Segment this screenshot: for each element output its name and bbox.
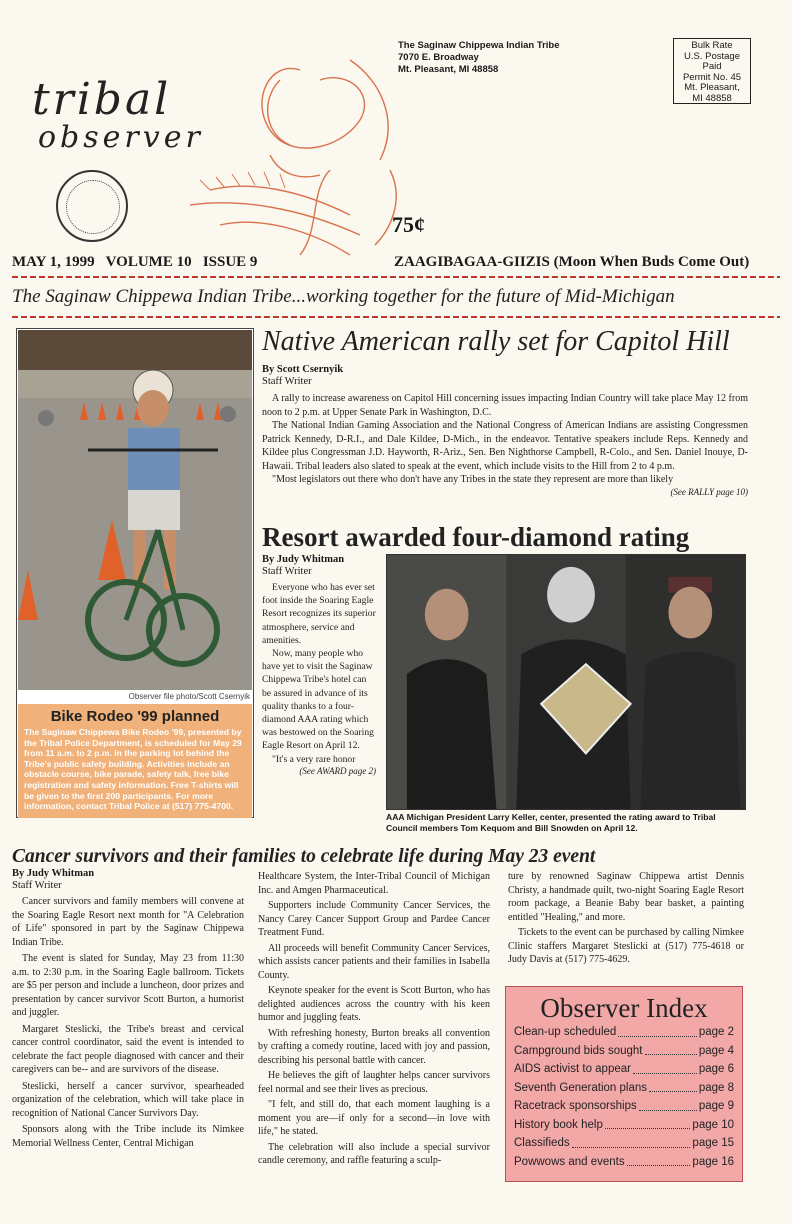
price: 75¢ xyxy=(392,212,425,237)
paragraph: The celebration will also include a special survivor candle ceremony, and raffle featuring a sculp- xyxy=(258,1141,490,1166)
postage-line: Permit No. 45 xyxy=(682,71,742,83)
paragraph: Steslicki, herself a cancer survivor, spearheaded organization of the celebration, which will take place in recognition of National Cancer Survivors Day. xyxy=(12,1080,244,1119)
index-title: Observer Index xyxy=(540,993,708,1023)
rodeo-text: The Saginaw Chippewa Bike Rodeo '99, presented by the Tribal Police Department, is scheduled for May 29 from 11 a.m. to 2 p.m. in the parking lot behind the Tribe's public safety building. Activities include an obstacle course, bike parade, safety talk, free bike registration and safety information. Free T-shirts will be given to the first 200 participants. For more information, contact Tribal Police at (517) 775-4700. xyxy=(24,727,242,812)
index-page: page 16 xyxy=(692,1155,734,1168)
award-photo xyxy=(386,554,746,810)
byline-role: Staff Writer xyxy=(12,880,62,891)
divider xyxy=(12,316,780,318)
logo-observer: observer xyxy=(38,120,204,155)
index-label: AIDS activist to appear xyxy=(514,1063,631,1075)
index-label: Campground bids sought xyxy=(514,1044,643,1057)
paragraph: Cancer survivors and family members will convene at the Soaring Eagle Resort next month for "A Celebration of Life" sponsored in part by the Saginaw Chippewa Indian Tribe. xyxy=(12,896,244,948)
paragraph: Keynote speaker for the event is Scott Burton, who has delighted audiences across the country with his keen humor and juggling feats. xyxy=(258,985,490,1023)
byline: By Judy Whitman xyxy=(262,554,345,565)
paragraph: Everyone who has ever set foot inside the Soaring Eagle Resort recognizes its superior atmosphere, service and amenities. xyxy=(262,582,376,646)
paragraph: Margaret Steslicki, the Tribe's breast and cervical cancer control coordinator, said the event is intended to celebrate the fact people diagnosed with cancer and their caregivers can be-- and are survivors of the disease. xyxy=(12,1023,244,1075)
index-row xyxy=(514,1079,734,1098)
bike-rodeo-photo xyxy=(18,330,252,690)
jump-line: (See RALLY page 10) xyxy=(670,486,748,497)
byline-role: Staff Writer xyxy=(262,566,312,577)
index-label: Seventh Generation plans xyxy=(514,1081,647,1094)
jump-line: (See AWARD page 2) xyxy=(299,765,376,776)
paragraph: Now, many people who have yet to visit the Saginaw Chippewa Tribe's hotel can be assured in advance of its quality thanks to a four-diamond AAA rating which was bestowed on the Soaring Eagle Resort on April 12. xyxy=(262,648,374,752)
resort-headline: Resort awarded four-diamond rating xyxy=(262,522,690,552)
index-page: page 9 xyxy=(698,1100,734,1112)
index-page: page 2 xyxy=(698,1026,734,1038)
paragraph: All proceeds will benefit Community Cancer Services, which assists cancer patients and their families in Isabella County. xyxy=(258,942,490,981)
moon-name: ZAAGIBAGAA-GIIZIS (Moon When Buds Come Out) xyxy=(394,254,750,270)
index-row xyxy=(514,1060,734,1079)
cancer-col1 xyxy=(12,868,244,1150)
cancer-headline: Cancer survivors and their families to celebrate life during May 23 event xyxy=(12,846,596,867)
index-page: page 6 xyxy=(698,1063,734,1075)
paragraph: "Most legislators out there who don't have any Tribes in the state they represent are more than likely xyxy=(272,474,674,485)
masthead-art-icon xyxy=(150,40,430,270)
logo-tribal: tribal xyxy=(32,74,172,125)
index-label: Racetrack sponsorships xyxy=(514,1100,637,1112)
paragraph: ture by renowned Saginaw Chippewa artist Dennis Christy, a handmade quilt, two-night Soaring Eagle Resort room package, a Beanie Baby bear basket, a painting entitled "Healing," and more. xyxy=(508,871,744,923)
index-label: Clean-up scheduled xyxy=(514,1026,617,1038)
address-line: 7070 E. Broadway xyxy=(398,52,479,63)
postage-line: MI 48858 xyxy=(692,92,732,104)
rally-headline: Native American rally set for Capitol Hill xyxy=(262,326,730,357)
rodeo-title: Bike Rodeo '99 planned xyxy=(50,708,220,725)
byline: By Judy Whitman xyxy=(12,868,95,879)
paragraph: Sponsors along with the Tribe include its Nimkee Memorial Wellness Center, Central Michigan xyxy=(12,1124,244,1149)
dateline: MAY 1, 1999 VOLUME 10 ISSUE 9 xyxy=(12,254,258,270)
index-label: Powwows and events xyxy=(514,1155,625,1168)
slogan: The Saginaw Chippewa Indian Tribe...working together for the future of Mid-Michigan xyxy=(12,286,675,307)
paragraph: With refreshing honesty, Burton breaks all convention by crafting a comedy routine, laced with joy and passion, describing his personal battle with cancer. xyxy=(258,1027,490,1066)
cancer-col3 xyxy=(508,870,744,967)
index-label: History book help xyxy=(514,1118,603,1131)
index-row xyxy=(514,1042,734,1061)
paragraph: Healthcare System, the Inter-Tribal Council of Michigan Inc. and Amgen Pharmaceutical. xyxy=(258,871,490,896)
award-caption: AAA Michigan President Larry Keller, center, presented the rating award to Tribal Council members Tom Kequom and Bill Snowden on April 12. xyxy=(386,812,716,833)
paragraph: Supporters include Community Cancer Services, the Nancy Carey Cancer Support Group and Pardee Cancer Treatment Fund. xyxy=(258,900,490,938)
paragraph: He believes the gift of laughter helps cancer survivors feel normal and see their lives as precious. xyxy=(258,1070,490,1095)
index-page: page 8 xyxy=(698,1081,734,1094)
postage-line: Bulk Rate xyxy=(691,40,733,51)
paragraph: "It's a very rare honor xyxy=(272,753,356,765)
index-page: page 15 xyxy=(692,1137,734,1149)
resort-story xyxy=(262,554,376,776)
index-row xyxy=(514,1116,734,1135)
address-line: The Saginaw Chippewa Indian Tribe xyxy=(398,40,560,51)
divider xyxy=(12,276,780,278)
index-row xyxy=(514,1023,734,1042)
paragraph: The event is slated for Sunday, May 23 from 11:30 a.m. to 2:30 p.m. in the Soaring Eagle ballroom. Tickets are $5 per person and include a luncheon, door prizes and presentation by cancer survivor Scott Burton, a humorist and juggler. xyxy=(12,953,244,1018)
observer-index xyxy=(505,986,743,1182)
address-line: Mt. Pleasant, MI 48858 xyxy=(398,64,499,75)
paragraph: Tickets to the event can be purchased by calling Nimkee Clinic staffers Margaret Steslicki at (517) 775-4618 or Judy Davis at (517) 775-4629. xyxy=(508,927,744,965)
index-row xyxy=(514,1134,734,1153)
publisher-address xyxy=(398,40,560,76)
index-row xyxy=(514,1153,734,1172)
postage-box xyxy=(673,38,751,104)
postage-line: U.S. Postage xyxy=(684,50,740,62)
index-label: Classifieds xyxy=(514,1137,570,1149)
paragraph: "I felt, and still do, that each moment laughing is a moment you are—if only for a second—in love with life," he stated. xyxy=(258,1099,490,1137)
byline-role: Staff Writer xyxy=(262,376,312,387)
tribal-seal-icon xyxy=(56,170,128,242)
index-page: page 4 xyxy=(698,1044,734,1057)
index-row xyxy=(514,1097,734,1116)
paragraph: A rally to increase awareness on Capitol Hill concerning issues impacting Indian Country will take place May 12 from noon to 2 p.m. at Upper Senate Park in Washington, D.C. xyxy=(262,393,748,418)
photo-credit: Observer file photo/Scott Csernyik xyxy=(128,692,250,701)
cancer-col2 xyxy=(258,870,490,1168)
postage-line: Mt. Pleasant, xyxy=(684,82,740,93)
postage-line: Paid xyxy=(702,61,722,72)
rodeo-box xyxy=(18,704,252,818)
paragraph: The National Indian Gaming Association and the National Congress of American Indians are assisting Congressmen Patrick Kennedy, D-R.I., and Dale Kildee, D-Mich., in the endeavor. Tentative speakers include Reps. Kennedy and Kildee plus Congressman J.D. Hayworth, R-Ariz., Sen. Ben Nighthorse Campbell, R-Colo., and Sen. Daniel Inouye, D-Hawaii. Tribal leaders also slated to speak at the event, which include visits to the Hill from 2 to 4 p.m. xyxy=(262,420,748,472)
byline: By Scott Csernyik xyxy=(262,364,344,375)
index-page: page 10 xyxy=(692,1118,734,1131)
rally-story xyxy=(262,364,748,497)
